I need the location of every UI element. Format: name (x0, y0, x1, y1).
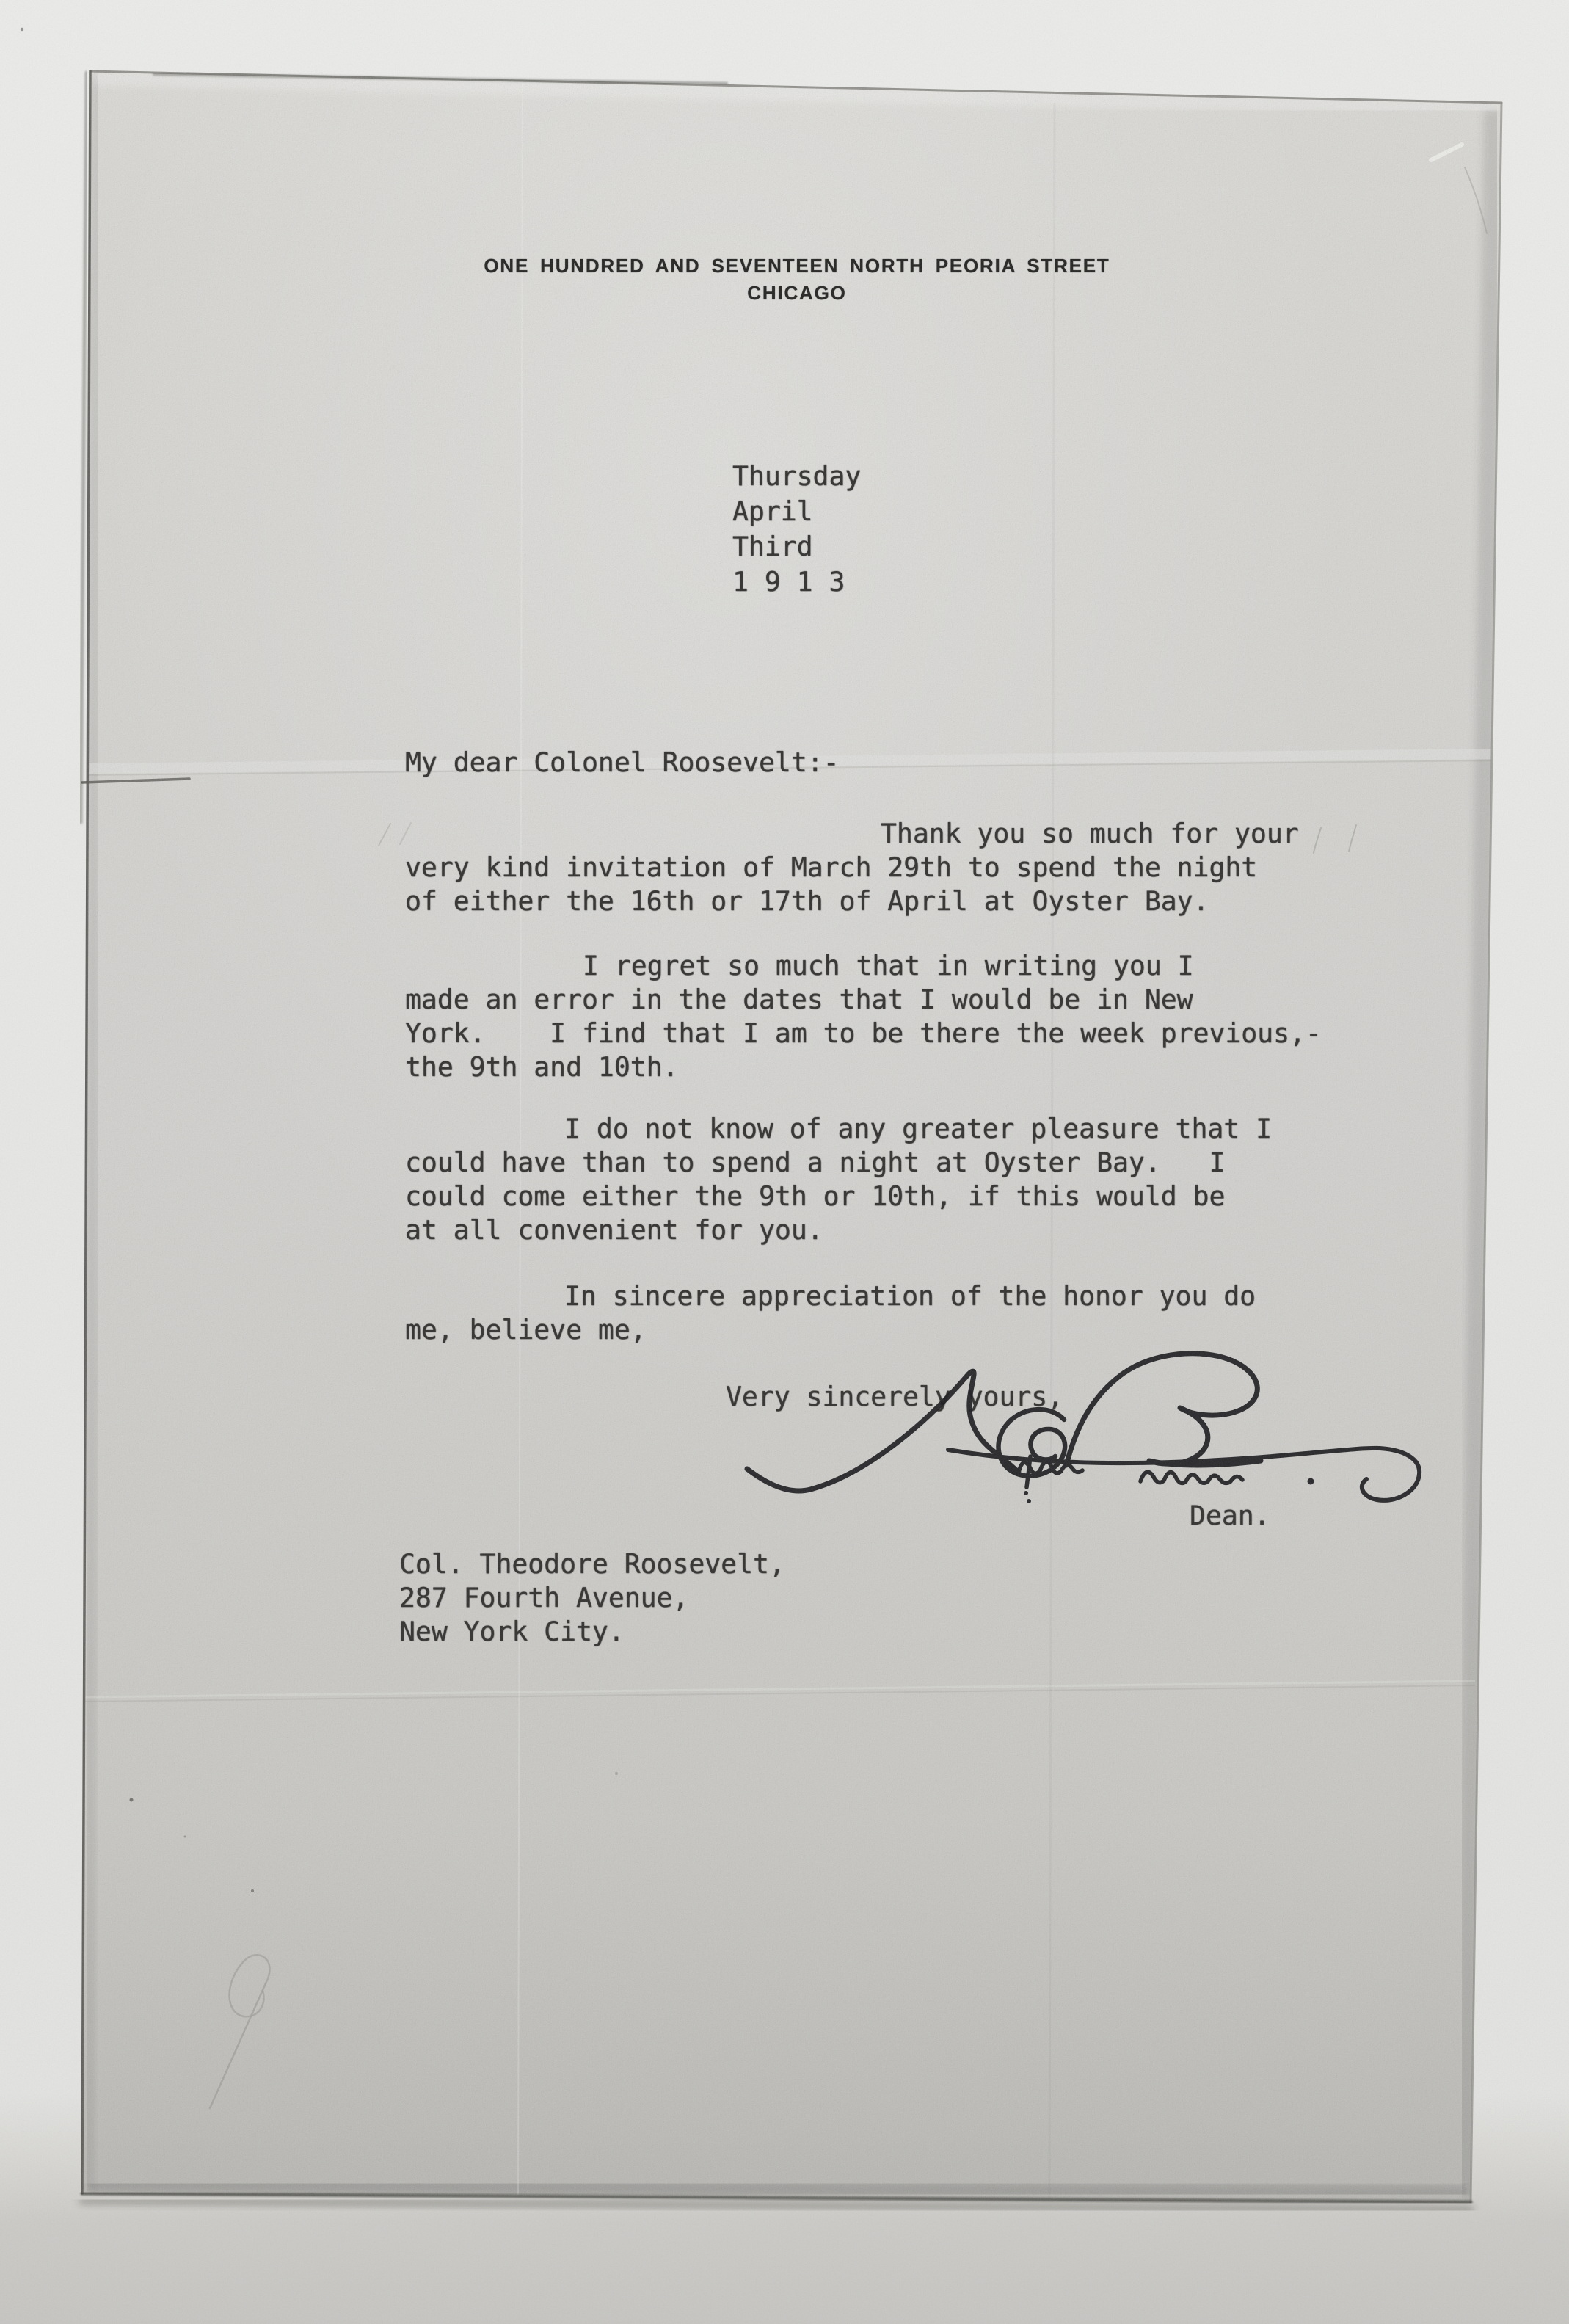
paragraph-2-line-4: the 9th and 10th. (405, 1051, 679, 1083)
salutation: My dear Colonel Roosevelt:- (405, 747, 840, 778)
paragraph-3-line-2: could have than to spend a night at Oyster Bay. I (405, 1147, 1226, 1178)
paragraph-1-line-2: very kind invitation of March 29th to spend the night (405, 851, 1258, 883)
dateline-line-3: Third (732, 531, 813, 562)
paragraph-1-line-3: of either the 16th or 17th of April at Oyster Bay. (405, 885, 1209, 917)
recipient-address-line-1: Col. Theodore Roosevelt, (399, 1548, 785, 1580)
paragraph-3-line-4: at all convenient for you. (405, 1214, 823, 1246)
paragraph-2-line-1: I regret so much that in writing you I (583, 950, 1194, 981)
paragraph-2-line-3: York. I find that I am to be there the week previous,- (405, 1017, 1322, 1049)
paragraph-3-line-3: could come either the 9th or 10th, if this would be (405, 1180, 1226, 1212)
dateline-line-2: April (732, 495, 813, 527)
paragraph-2-line-2: made an error in the dates that I would be in New (405, 984, 1193, 1015)
paragraph-1-line-1: Thank you so much for your (881, 818, 1299, 849)
dateline-line-1: Thursday (732, 460, 862, 492)
recipient-address-line-2: 287 Fourth Avenue, (399, 1582, 689, 1613)
paragraph-2 (405, 949, 1322, 1084)
letterhead-address: ONE HUNDRED AND SEVENTEEN NORTH PEORIA STREET (484, 255, 1110, 277)
letterhead-city: CHICAGO (747, 282, 847, 304)
paragraph-4-line-2: me, believe me, (405, 1314, 647, 1346)
closing-line: Very sincerely yours, (726, 1381, 1064, 1412)
letterhead (357, 253, 1237, 307)
signer-title: Dean. (1190, 1500, 1270, 1531)
dateline-line-4: 1 9 1 3 (732, 566, 845, 598)
paragraph-3 (405, 1112, 1272, 1247)
paragraph-4 (405, 1279, 1256, 1347)
recipient-address (399, 1547, 785, 1649)
signature-flourish (740, 1349, 1430, 1525)
recipient-address-line-3: New York City. (399, 1616, 625, 1647)
paragraph-1 (405, 817, 1299, 918)
paragraph-3-line-1: I do not know of any greater pleasure that I (564, 1113, 1272, 1144)
dateline (732, 459, 861, 600)
paragraph-4-line-1: In sincere appreciation of the honor you do (564, 1280, 1256, 1312)
